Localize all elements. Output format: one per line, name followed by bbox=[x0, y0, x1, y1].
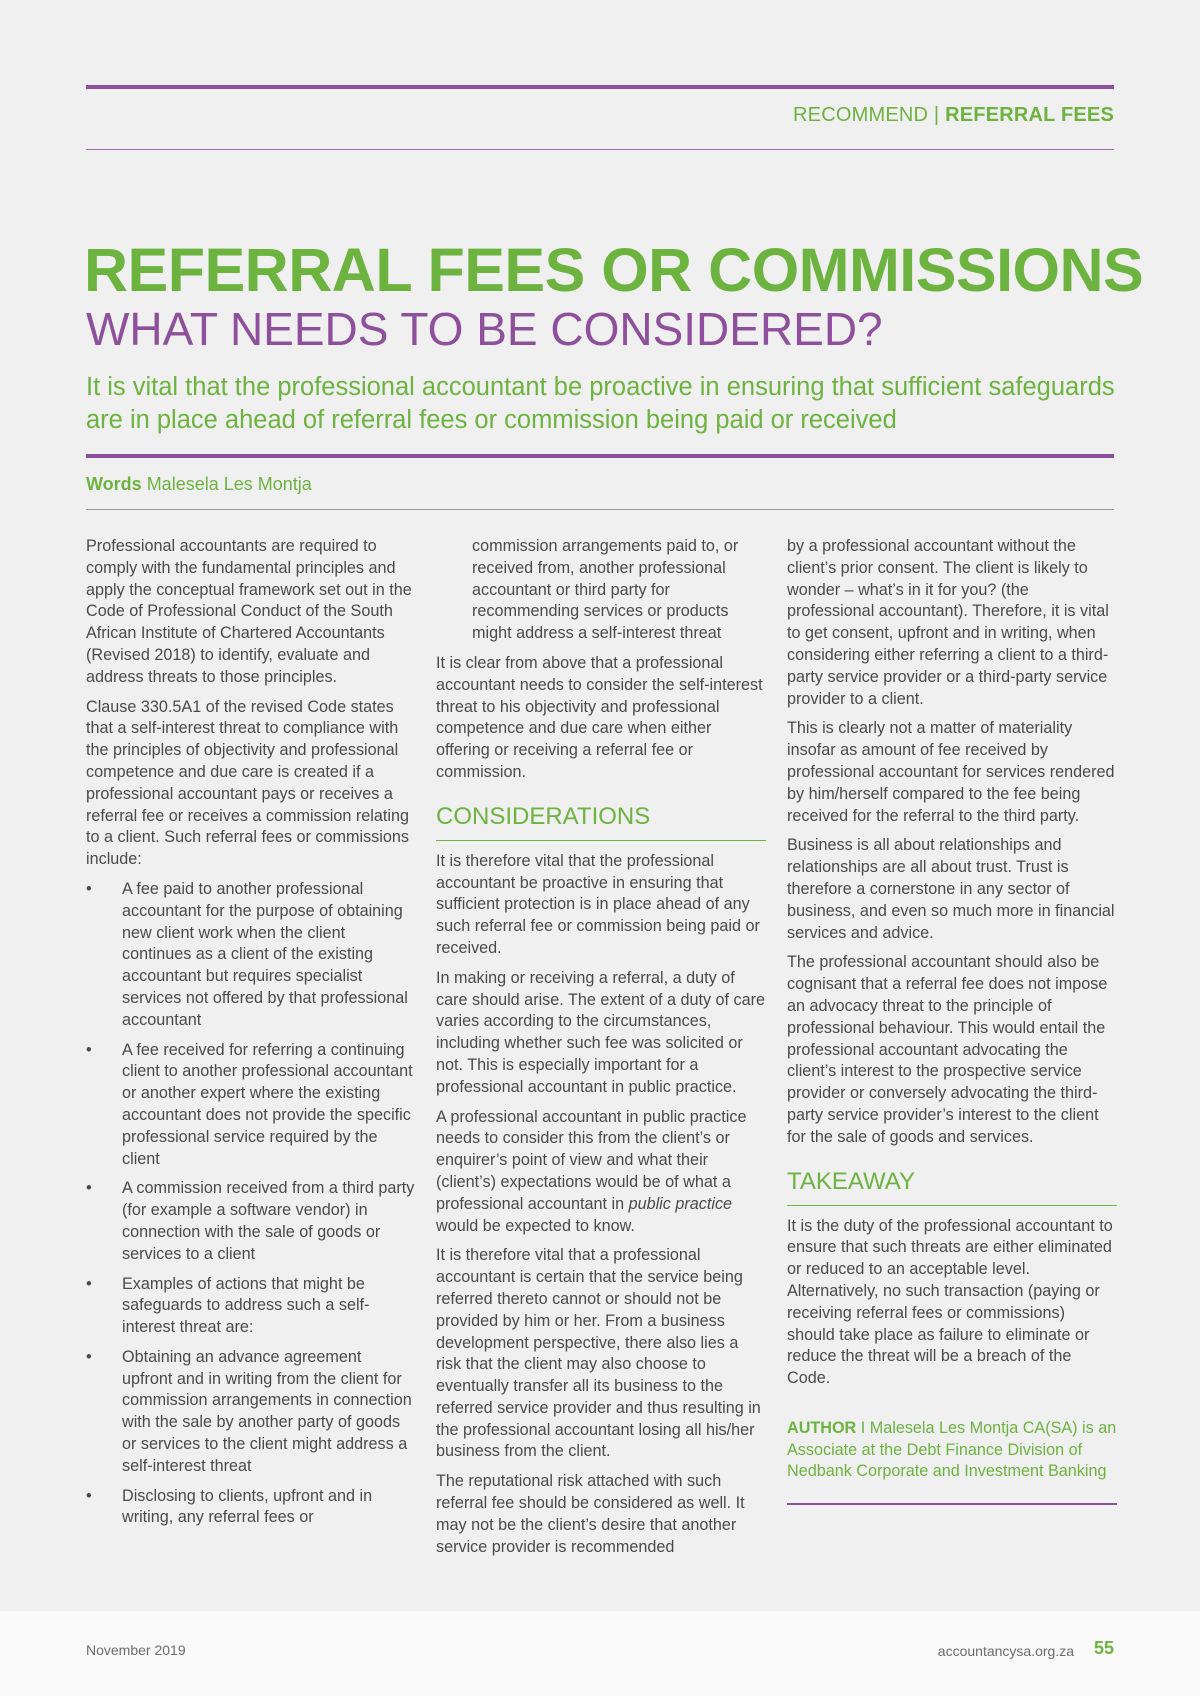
paragraph: It is therefore vital that the professional accountant be proactive in ensuring that sufficient protection is in place ahead of any such referral fee or commission being paid or received. bbox=[436, 851, 760, 957]
author-bio bbox=[787, 1418, 1117, 1483]
article-standfirst: It is vital that the professional accountant be proactive in ensuring that sufficient safeguards are in place ahead of referral fees or commission being paid or received bbox=[86, 373, 1115, 434]
text-run: A professional accountant in public practice needs to consider this from the client’s or enquirer’s point of view and what their (client’s) expectations would be of what a professional accountant in bbox=[436, 1107, 747, 1213]
byline-divider bbox=[86, 509, 1114, 510]
paragraph: It is the duty of the professional accountant to ensure that such threats are either eliminated or reduced to an acceptable level. Alternatively, no such transaction (paying or receiving referral fees or commissions) should take place as failure to eliminate or reduce the threat will be a breach of the Code. bbox=[787, 1216, 1113, 1388]
section-label: RECOMMEND | bbox=[793, 104, 946, 126]
column-2 bbox=[436, 536, 766, 1566]
heading-takeaway: TAKEAWAY bbox=[787, 1167, 1117, 1206]
emphasis: public practice bbox=[628, 1194, 733, 1213]
paragraph: The reputational risk attached with such referral fee should be considered as well. It may not be the client’s desire that another service provider is recommended bbox=[436, 1472, 745, 1556]
author-text: I Malesela Les Montja CA(SA) is an Associate at the Debt Finance Division of Nedbank Corporate and Investment Banking bbox=[787, 1418, 1117, 1481]
paragraph: by a professional accountant without the client’s prior consent. The client is likely to wonder – what’s in it for you? (the professional accountant). Therefore, it is vital to get consent, upfront and in writing, when considering either referring a client to a third-party service provider or a third-party service provider to a client. bbox=[787, 537, 1109, 708]
top-divider bbox=[86, 85, 1114, 89]
byline-author: Malesela Les Montja bbox=[146, 474, 312, 494]
column-1 bbox=[86, 536, 416, 1537]
list-item: • A fee received for referring a continuing client to another professional accountant or another expert where the existing accountant does not provide the specific professional service required by the client bbox=[86, 1040, 416, 1171]
page-footer bbox=[0, 1611, 1200, 1696]
column-3 bbox=[787, 536, 1117, 1505]
author-divider bbox=[787, 1503, 1117, 1505]
paragraph: This is clearly not a matter of materiality insofar as amount of fee received by professional accountant for services rendered by him/herself compared to the fee being received for the referral to the third party. bbox=[787, 719, 1115, 825]
paragraph bbox=[436, 1107, 766, 1238]
text-run: would be expected to know. bbox=[436, 1216, 635, 1235]
paragraph: It is clear from above that a professional accountant needs to consider the self-interest threat to his objectivity and professional competence and due care when either offering or receiving a referral fee or commission. bbox=[436, 653, 763, 781]
list-item: • Obtaining an advance agreement upfront and in writing from the client for commission arrangements in connection with the sale by another party of goods or services to the client might address a self-interest threat bbox=[86, 1347, 416, 1478]
list-item: • A commission received from a third party (for example a software vendor) in connection with the sale of goods or services to a client bbox=[86, 1178, 416, 1265]
byline-label: Words bbox=[86, 474, 142, 494]
paragraph: Clause 330.5A1 of the revised Code states that a self-interest threat to compliance with the principles of objectivity and professional competence and due care is created if a professional accountant pays or receives a referral fee or receives a commission relating to a client. Such referral fees or commissions include: bbox=[86, 697, 409, 869]
paragraph: It is therefore vital that a professional accountant is certain that the service being referred thereto cannot or should not be provided by him or her. From a business development perspective, there also lies a risk that the client may also choose to eventually transfer all its business to the referred service provider and thus resulting in the professional accountant losing all his/her business from the client. bbox=[436, 1246, 761, 1461]
section-divider bbox=[86, 149, 1114, 150]
list-item: • Disclosing to clients, upfront and in writing, any referral fees or bbox=[86, 1486, 416, 1530]
referral-fee-list bbox=[86, 879, 416, 1529]
paragraph: Professional accountants are required to comply with the fundamental principles and apply the conceptual framework set out in the Code of Professional Conduct of the South African Institute of Chartered Accountants (Revised 2018) to identify, evaluate and address threats to those principles. bbox=[86, 537, 412, 686]
byline bbox=[86, 474, 312, 495]
author-label: AUTHOR bbox=[787, 1418, 857, 1437]
standfirst-divider bbox=[86, 454, 1114, 458]
article-subtitle: WHAT NEEDS TO BE CONSIDERED? bbox=[86, 303, 883, 355]
paragraph: Business is all about relationships and relationships are all about trust. Trust is therefore a cornerstone in any sector of business, and even so much more in financial services and advice. bbox=[787, 836, 1115, 942]
paragraph: In making or receiving a referral, a duty of care should arise. The extent of a duty of care varies according to the circumstances, including whether such fee was solicited or not. This is especially important for a professional accountant in public practice. bbox=[436, 968, 766, 1096]
section-header bbox=[793, 104, 1114, 127]
article-title: REFERRAL FEES OR COMMISSIONS bbox=[84, 236, 1144, 304]
footer-url[interactable]: accountancysa.org.za bbox=[937, 1643, 1074, 1659]
page-number: 55 bbox=[1093, 1638, 1114, 1658]
list-item: • A fee paid to another professional accountant for the purpose of obtaining new client work when the client continues as a client of the existing accountant but requires specialist services not offered by that professional accountant bbox=[86, 879, 416, 1032]
list-item: • Examples of actions that might be safeguards to address such a self-interest threat are: bbox=[86, 1274, 416, 1339]
list-item-continuation: commission arrangements paid to, or received from, another professional accountant or third party for recommending services or products might address a self-interest threat bbox=[472, 537, 739, 643]
heading-considerations: CONSIDERATIONS bbox=[436, 802, 766, 841]
section-topic: REFERRAL FEES bbox=[945, 104, 1114, 126]
footer-date: November 2019 bbox=[86, 1642, 186, 1658]
paragraph: The professional accountant should also be cognisant that a referral fee does not impose an advocacy threat to the principle of professional behaviour. This would entail the professional accountant advocating the client’s interest to the prospective service provider or conversely advocating the third-party service provider’s interest to the client for the sale of goods and services. bbox=[787, 953, 1108, 1146]
